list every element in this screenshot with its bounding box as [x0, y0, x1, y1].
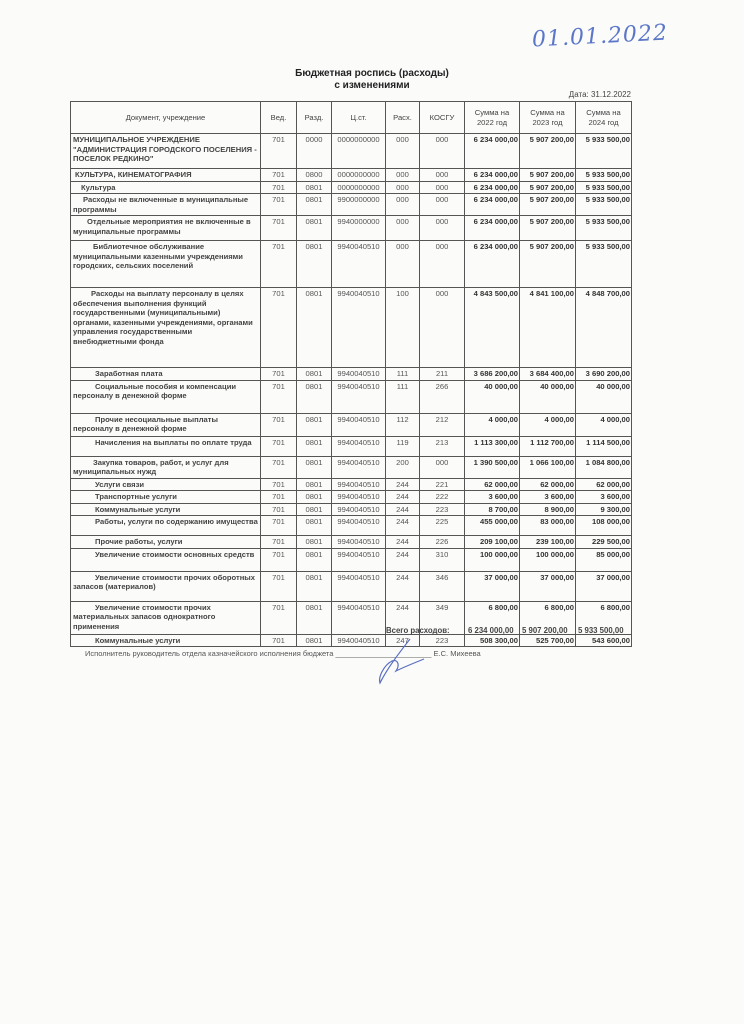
cell-s2023: 3 600,00 [520, 491, 576, 504]
cell-rash: 000 [386, 216, 420, 241]
total-2022: 6 234 000,00 [468, 626, 514, 635]
total-2023: 5 907 200,00 [522, 626, 568, 635]
cell-cst: 9940040510 [332, 380, 386, 413]
cell-ved: 701 [261, 456, 297, 478]
cell-kosgu: 211 [420, 368, 465, 381]
cell-razd: 0801 [297, 536, 332, 549]
cell-kosgu: 000 [420, 134, 465, 169]
cell-cst: 9940040510 [332, 491, 386, 504]
cell-ved: 701 [261, 169, 297, 182]
cell-razd: 0801 [297, 503, 332, 516]
row-description: Работы, услуги по содержанию имущества [71, 516, 261, 536]
cell-s2024: 37 000,00 [576, 571, 632, 601]
cell-rash: 111 [386, 380, 420, 413]
handwritten-date: 01.01.2022 [531, 20, 669, 53]
cell-s2023: 5 907 200,00 [520, 134, 576, 169]
column-header: Вед. [261, 102, 297, 134]
row-description: Прочие несоциальные выплаты персоналу в денежной форме [71, 413, 261, 436]
cell-razd: 0801 [297, 241, 332, 288]
row-description: Начисления на выплаты по оплате труда [71, 436, 261, 456]
cell-razd: 0801 [297, 478, 332, 491]
cell-kosgu: 266 [420, 380, 465, 413]
cell-rash: 244 [386, 503, 420, 516]
cell-cst: 9940040510 [332, 503, 386, 516]
cell-cst: 9940040510 [332, 536, 386, 549]
cell-cst: 9940040510 [332, 436, 386, 456]
cell-razd: 0801 [297, 601, 332, 634]
cell-s2022: 1 390 500,00 [465, 456, 520, 478]
row-description: Увеличение стоимости основных средств [71, 548, 261, 571]
cell-ved: 701 [261, 194, 297, 216]
cell-razd: 0801 [297, 413, 332, 436]
cell-razd: 0801 [297, 516, 332, 536]
cell-s2022: 3 686 200,00 [465, 368, 520, 381]
column-header: Документ, учреждение [71, 102, 261, 134]
cell-cst: 9940040510 [332, 288, 386, 368]
cell-s2022: 6 800,00 [465, 601, 520, 634]
cell-s2024: 5 933 500,00 [576, 134, 632, 169]
cell-s2023: 83 000,00 [520, 516, 576, 536]
cell-s2022: 100 000,00 [465, 548, 520, 571]
cell-s2022: 40 000,00 [465, 380, 520, 413]
document-date: Дата: 31.12.2022 [568, 90, 631, 99]
cell-cst: 9940040510 [332, 548, 386, 571]
cell-ved: 701 [261, 491, 297, 504]
cell-s2022: 209 100,00 [465, 536, 520, 549]
column-header: Ц.ст. [332, 102, 386, 134]
cell-s2023: 5 907 200,00 [520, 181, 576, 194]
cell-razd: 0800 [297, 169, 332, 182]
cell-s2024: 62 000,00 [576, 478, 632, 491]
table-row [71, 634, 632, 647]
cell-cst: 9940040510 [332, 634, 386, 647]
row-description: Культура [71, 181, 261, 194]
cell-ved: 701 [261, 478, 297, 491]
row-description: Прочие работы, услуги [71, 536, 261, 549]
cell-ved: 701 [261, 436, 297, 456]
cell-kosgu: 212 [420, 413, 465, 436]
column-header: Сумма на 2023 год [520, 102, 576, 134]
cell-s2022: 62 000,00 [465, 478, 520, 491]
cell-s2024: 5 933 500,00 [576, 181, 632, 194]
cell-s2023: 8 900,00 [520, 503, 576, 516]
row-description: Увеличение стоимости прочих материальных запасов однократного применения [71, 601, 261, 634]
table-row [71, 478, 632, 491]
cell-ved: 701 [261, 181, 297, 194]
cell-kosgu: 000 [420, 216, 465, 241]
cell-s2023: 239 100,00 [520, 536, 576, 549]
cell-kosgu: 223 [420, 503, 465, 516]
cell-razd: 0801 [297, 368, 332, 381]
table-row [71, 368, 632, 381]
cell-kosgu: 213 [420, 436, 465, 456]
cell-rash: 244 [386, 601, 420, 634]
column-header: Разд. [297, 102, 332, 134]
cell-s2022: 37 000,00 [465, 571, 520, 601]
cell-s2022: 4 843 500,00 [465, 288, 520, 368]
cell-rash: 112 [386, 413, 420, 436]
row-description: Увеличение стоимости прочих оборотных запасов (материалов) [71, 571, 261, 601]
cell-s2024: 3 600,00 [576, 491, 632, 504]
cell-ved: 701 [261, 503, 297, 516]
cell-cst: 0000000000 [332, 169, 386, 182]
cell-razd: 0801 [297, 456, 332, 478]
cell-s2023: 4 841 100,00 [520, 288, 576, 368]
cell-ved: 701 [261, 288, 297, 368]
cell-cst: 9940040510 [332, 241, 386, 288]
cell-cst: 0000000000 [332, 181, 386, 194]
cell-rash: 100 [386, 288, 420, 368]
cell-razd: 0801 [297, 491, 332, 504]
row-description: Услуги связи [71, 478, 261, 491]
column-header: Сумма на 2022 год [465, 102, 520, 134]
cell-cst: 9900000000 [332, 194, 386, 216]
cell-ved: 701 [261, 241, 297, 288]
cell-razd: 0801 [297, 571, 332, 601]
cell-s2022: 6 234 000,00 [465, 181, 520, 194]
cell-kosgu: 221 [420, 478, 465, 491]
cell-s2024: 6 800,00 [576, 601, 632, 634]
column-header: Сумма на 2024 год [576, 102, 632, 134]
cell-s2023: 6 800,00 [520, 601, 576, 634]
row-description: Закупка товаров, работ, и услуг для муниципальных нужд [71, 456, 261, 478]
row-description: Коммунальные услуги [71, 634, 261, 647]
handwritten-signature [370, 637, 430, 687]
row-description: Социальные пособия и компенсации персоналу в денежной форме [71, 380, 261, 413]
cell-s2024: 1 114 500,00 [576, 436, 632, 456]
cell-rash: 247 [386, 634, 420, 647]
cell-ved: 701 [261, 571, 297, 601]
cell-s2024: 5 933 500,00 [576, 216, 632, 241]
cell-kosgu: 000 [420, 288, 465, 368]
table-row [71, 134, 632, 169]
cell-razd: 0801 [297, 380, 332, 413]
cell-s2024: 4 000,00 [576, 413, 632, 436]
cell-s2023: 525 700,00 [520, 634, 576, 647]
cell-s2024: 5 933 500,00 [576, 169, 632, 182]
cell-cst: 9940000000 [332, 216, 386, 241]
row-description: МУНИЦИПАЛЬНОЕ УЧРЕЖДЕНИЕ "АДМИНИСТРАЦИЯ ГОРОДСКОГО ПОСЕЛЕНИЯ - ПОСЕЛОК РЕДКИНО" [71, 134, 261, 169]
cell-s2022: 6 234 000,00 [465, 241, 520, 288]
row-description: Отдельные мероприятия не включенные в муниципальные программы [71, 216, 261, 241]
cell-s2024: 9 300,00 [576, 503, 632, 516]
row-description: Коммунальные услуги [71, 503, 261, 516]
cell-s2024: 4 848 700,00 [576, 288, 632, 368]
signatory-name: Е.С. Михеева [433, 649, 481, 658]
cell-s2022: 3 600,00 [465, 491, 520, 504]
cell-rash: 000 [386, 169, 420, 182]
cell-s2022: 455 000,00 [465, 516, 520, 536]
cell-kosgu: 310 [420, 548, 465, 571]
cell-s2023: 3 684 400,00 [520, 368, 576, 381]
cell-kosgu: 000 [420, 169, 465, 182]
table-row [71, 380, 632, 413]
table-row [71, 241, 632, 288]
table-row [71, 491, 632, 504]
cell-rash: 000 [386, 134, 420, 169]
cell-cst: 9940040510 [332, 571, 386, 601]
cell-s2022: 6 234 000,00 [465, 216, 520, 241]
row-description: Заработная плата [71, 368, 261, 381]
document-subtitle: с изменениями [334, 80, 410, 91]
cell-razd: 0801 [297, 634, 332, 647]
table-row [71, 216, 632, 241]
signature-text: Исполнитель руководитель отдела казначейского исполнения бюджета _______________________ [85, 649, 432, 658]
cell-ved: 701 [261, 548, 297, 571]
cell-kosgu: 346 [420, 571, 465, 601]
table-row [71, 288, 632, 368]
cell-s2023: 37 000,00 [520, 571, 576, 601]
cell-s2022: 6 234 000,00 [465, 169, 520, 182]
budget-table [70, 101, 632, 647]
cell-razd: 0801 [297, 194, 332, 216]
cell-s2024: 1 084 800,00 [576, 456, 632, 478]
cell-razd: 0801 [297, 181, 332, 194]
cell-ved: 701 [261, 516, 297, 536]
column-header: Расх. [386, 102, 420, 134]
table-row [71, 413, 632, 436]
cell-s2023: 4 000,00 [520, 413, 576, 436]
cell-rash: 244 [386, 536, 420, 549]
cell-rash: 244 [386, 548, 420, 571]
cell-cst: 9940040510 [332, 516, 386, 536]
cell-ved: 701 [261, 601, 297, 634]
cell-razd: 0000 [297, 134, 332, 169]
cell-s2024: 229 500,00 [576, 536, 632, 549]
cell-ved: 701 [261, 536, 297, 549]
cell-rash: 244 [386, 478, 420, 491]
cell-s2023: 5 907 200,00 [520, 194, 576, 216]
cell-rash: 244 [386, 571, 420, 601]
cell-rash: 244 [386, 516, 420, 536]
table-row [71, 571, 632, 601]
cell-rash: 244 [386, 491, 420, 504]
cell-s2023: 5 907 200,00 [520, 241, 576, 288]
cell-rash: 111 [386, 368, 420, 381]
cell-cst: 9940040510 [332, 478, 386, 491]
row-description: Транспортные услуги [71, 491, 261, 504]
cell-kosgu: 223 [420, 634, 465, 647]
cell-s2024: 85 000,00 [576, 548, 632, 571]
cell-ved: 701 [261, 368, 297, 381]
cell-rash: 200 [386, 456, 420, 478]
cell-s2024: 543 600,00 [576, 634, 632, 647]
table-row [71, 169, 632, 182]
cell-s2022: 8 700,00 [465, 503, 520, 516]
cell-s2024: 40 000,00 [576, 380, 632, 413]
cell-s2022: 1 113 300,00 [465, 436, 520, 456]
cell-razd: 0801 [297, 288, 332, 368]
cell-cst: 9940040510 [332, 368, 386, 381]
cell-kosgu: 349 [420, 601, 465, 634]
table-row [71, 548, 632, 571]
cell-s2022: 508 300,00 [465, 634, 520, 647]
cell-ved: 701 [261, 216, 297, 241]
column-header: КОСГУ [420, 102, 465, 134]
cell-cst: 9940040510 [332, 456, 386, 478]
cell-razd: 0801 [297, 216, 332, 241]
row-description: Расходы на выплату персоналу в целях обеспечения выполнения функций государственными (муниципальными) органами, казенными учреждениями, органами управления государственными внебюджетными фонда [71, 288, 261, 368]
cell-s2023: 100 000,00 [520, 548, 576, 571]
table-row [71, 503, 632, 516]
cell-s2022: 6 234 000,00 [465, 134, 520, 169]
cell-s2023: 1 066 100,00 [520, 456, 576, 478]
cell-s2024: 5 933 500,00 [576, 241, 632, 288]
table-row [71, 436, 632, 456]
cell-s2024: 3 690 200,00 [576, 368, 632, 381]
table-row [71, 194, 632, 216]
cell-rash: 119 [386, 436, 420, 456]
cell-kosgu: 226 [420, 536, 465, 549]
row-description: Библиотечное обслуживание муниципальными казенными учреждениями городских, сельских поселений [71, 241, 261, 288]
cell-rash: 000 [386, 194, 420, 216]
row-description: КУЛЬТУРА, КИНЕМАТОГРАФИЯ [71, 169, 261, 182]
cell-ved: 701 [261, 413, 297, 436]
cell-ved: 701 [261, 380, 297, 413]
cell-s2023: 5 907 200,00 [520, 216, 576, 241]
cell-rash: 000 [386, 181, 420, 194]
cell-cst: 9940040510 [332, 413, 386, 436]
cell-ved: 701 [261, 134, 297, 169]
cell-cst: 0000000000 [332, 134, 386, 169]
cell-kosgu: 000 [420, 241, 465, 288]
total-label: Всего расходов: [386, 626, 450, 635]
cell-kosgu: 000 [420, 181, 465, 194]
cell-kosgu: 000 [420, 194, 465, 216]
cell-s2023: 1 112 700,00 [520, 436, 576, 456]
cell-cst: 9940040510 [332, 601, 386, 634]
cell-s2023: 62 000,00 [520, 478, 576, 491]
table-row [71, 536, 632, 549]
row-description: Расходы не включенные в муниципальные программы [71, 194, 261, 216]
table-row [71, 516, 632, 536]
cell-s2022: 6 234 000,00 [465, 194, 520, 216]
cell-rash: 000 [386, 241, 420, 288]
cell-s2023: 40 000,00 [520, 380, 576, 413]
cell-ved: 701 [261, 634, 297, 647]
cell-razd: 0801 [297, 436, 332, 456]
cell-razd: 0801 [297, 548, 332, 571]
document-title: Бюджетная роспись (расходы) [295, 68, 449, 79]
cell-s2024: 5 933 500,00 [576, 194, 632, 216]
cell-s2022: 4 000,00 [465, 413, 520, 436]
table-row [71, 181, 632, 194]
table-row [71, 456, 632, 478]
cell-kosgu: 222 [420, 491, 465, 504]
cell-kosgu: 225 [420, 516, 465, 536]
cell-s2024: 108 000,00 [576, 516, 632, 536]
total-2024: 5 933 500,00 [578, 626, 624, 635]
cell-s2023: 5 907 200,00 [520, 169, 576, 182]
cell-kosgu: 000 [420, 456, 465, 478]
table-header [71, 102, 632, 134]
